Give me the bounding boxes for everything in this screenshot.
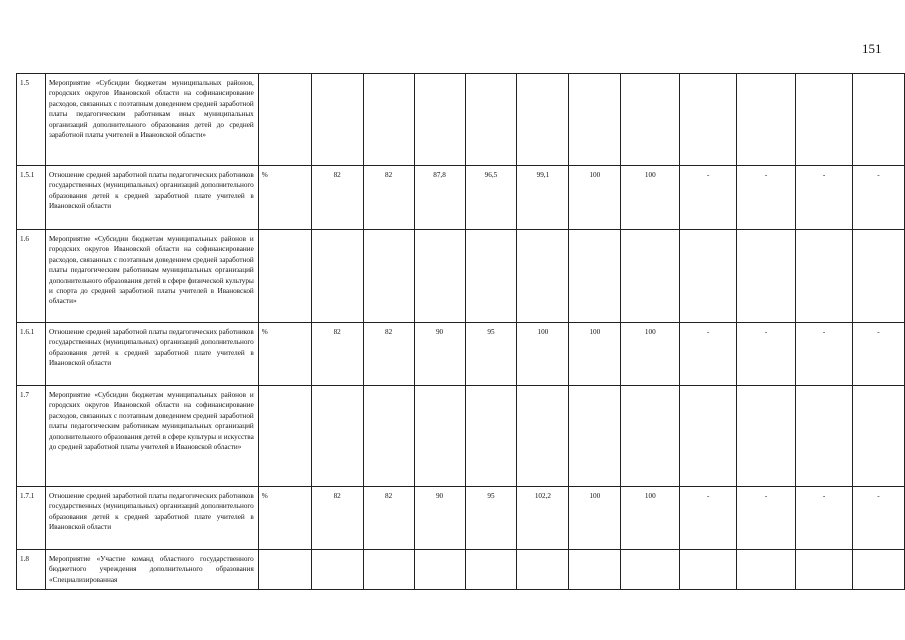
value-cell: -: [680, 323, 737, 386]
value-cell: [737, 230, 796, 323]
row-number: 1.8: [17, 550, 46, 590]
value-cell: [852, 230, 904, 323]
row-number: 1.7: [17, 386, 46, 487]
row-description: Мероприятие «Субсидии бюджетам муниципальных районов, городских округов Ивановской области на софинансирование расходов, связанных с поэтапным доведением средней заработной платы педагогическим работникам иных муниципальных организаций дополнительного образования детей до средней заработной платы учителей в Ивановской области»: [45, 74, 258, 166]
row-description: Отношение средней заработной платы педагогических работников государственных (муниципальных) организаций дополнительного образования детей к средней заработной плате учителей в Ивановской области: [45, 487, 258, 550]
row-number: 1.7.1: [17, 487, 46, 550]
value-cell: -: [852, 166, 904, 230]
value-cell: -: [737, 323, 796, 386]
value-cell: [569, 550, 621, 590]
value-cell: 82: [311, 323, 363, 386]
value-cell: [311, 386, 363, 487]
value-cell: 90: [414, 487, 465, 550]
value-cell: [517, 386, 569, 487]
row-unit: %: [258, 487, 311, 550]
value-cell: [363, 386, 414, 487]
value-cell: 82: [363, 323, 414, 386]
value-cell: [680, 74, 737, 166]
row-unit: %: [258, 166, 311, 230]
value-cell: 95: [465, 323, 517, 386]
table-row: [17, 230, 905, 323]
row-number: 1.5.1: [17, 166, 46, 230]
value-cell: [680, 386, 737, 487]
value-cell: [363, 74, 414, 166]
value-cell: [414, 230, 465, 323]
table-row: [17, 74, 905, 166]
value-cell: 95: [465, 487, 517, 550]
page-number: 151: [862, 41, 882, 56]
table-row: [17, 386, 905, 487]
value-cell: [569, 230, 621, 323]
value-cell: 90: [414, 323, 465, 386]
value-cell: 96,5: [465, 166, 517, 230]
value-cell: [465, 74, 517, 166]
value-cell: 82: [311, 166, 363, 230]
value-cell: [796, 550, 853, 590]
value-cell: [465, 230, 517, 323]
row-number: 1.5: [17, 74, 46, 166]
value-cell: [414, 386, 465, 487]
value-cell: -: [737, 487, 796, 550]
value-cell: 82: [363, 487, 414, 550]
value-cell: 100: [621, 166, 680, 230]
value-cell: [311, 74, 363, 166]
value-cell: [569, 74, 621, 166]
value-cell: [465, 386, 517, 487]
value-cell: 100: [569, 166, 621, 230]
value-cell: [796, 386, 853, 487]
value-cell: [796, 74, 853, 166]
row-unit: [258, 74, 311, 166]
value-cell: 100: [621, 323, 680, 386]
value-cell: -: [680, 487, 737, 550]
row-description: Мероприятие «Участие команд областного государственного бюджетного учреждения дополнительного образования «Специализированная: [45, 550, 258, 590]
value-cell: [517, 550, 569, 590]
value-cell: [621, 74, 680, 166]
row-description: Мероприятие «Субсидии бюджетам муниципальных районов и городских округов Ивановской области на софинансирование расходов, связанных с поэтапным доведением средней заработной платы педагогическим работникам муниципальных организаций дополнительного образования детей в сфере физической культуры и спорта до средней заработной платы учителей в Ивановской области»: [45, 230, 258, 323]
table-row: [17, 323, 905, 386]
value-cell: [517, 74, 569, 166]
row-description: Отношение средней заработной платы педагогических работников государственных (муниципальных) организаций дополнительного образования детей к средней заработной плате учителей в Ивановской области: [45, 323, 258, 386]
value-cell: 82: [311, 487, 363, 550]
value-cell: -: [796, 166, 853, 230]
value-cell: 100: [621, 487, 680, 550]
value-cell: [465, 550, 517, 590]
value-cell: 100: [569, 323, 621, 386]
value-cell: 99,1: [517, 166, 569, 230]
value-cell: -: [737, 166, 796, 230]
value-cell: [569, 386, 621, 487]
value-cell: 100: [569, 487, 621, 550]
value-cell: [414, 550, 465, 590]
row-unit: [258, 230, 311, 323]
value-cell: [621, 386, 680, 487]
table-row: [17, 550, 905, 590]
row-unit: [258, 386, 311, 487]
row-unit: [258, 550, 311, 590]
value-cell: 100: [517, 323, 569, 386]
value-cell: [680, 230, 737, 323]
value-cell: -: [680, 166, 737, 230]
value-cell: [517, 230, 569, 323]
value-cell: -: [796, 487, 853, 550]
table-body: [17, 74, 905, 590]
table-row: [17, 166, 905, 230]
value-cell: [852, 386, 904, 487]
value-cell: -: [796, 323, 853, 386]
value-cell: -: [852, 487, 904, 550]
value-cell: [311, 550, 363, 590]
value-cell: [363, 230, 414, 323]
value-cell: 102,2: [517, 487, 569, 550]
row-description: Мероприятие «Субсидии бюджетам муниципальных районов и городских округов Ивановской области на софинансирование расходов, связанных с поэтапным доведением средней заработной платы педагогическим работникам муниципальных организаций дополнительного образования детей в сфере культуры и искусства до средней заработной платы учителей в Ивановской области»: [45, 386, 258, 487]
table-row: [17, 487, 905, 550]
row-number: 1.6.1: [17, 323, 46, 386]
value-cell: 87,8: [414, 166, 465, 230]
value-cell: [311, 230, 363, 323]
row-number: 1.6: [17, 230, 46, 323]
value-cell: [680, 550, 737, 590]
value-cell: [621, 550, 680, 590]
value-cell: [363, 550, 414, 590]
value-cell: [737, 550, 796, 590]
indicators-table: [16, 73, 905, 590]
value-cell: [414, 74, 465, 166]
row-unit: %: [258, 323, 311, 386]
value-cell: [737, 74, 796, 166]
value-cell: 82: [363, 166, 414, 230]
value-cell: -: [852, 323, 904, 386]
value-cell: [796, 230, 853, 323]
row-description: Отношение средней заработной платы педагогических работников государственных (муниципальных) организаций дополнительного образования детей к средней заработной плате учителей в Ивановской области: [45, 166, 258, 230]
value-cell: [621, 230, 680, 323]
value-cell: [737, 386, 796, 487]
value-cell: [852, 74, 904, 166]
value-cell: [852, 550, 904, 590]
